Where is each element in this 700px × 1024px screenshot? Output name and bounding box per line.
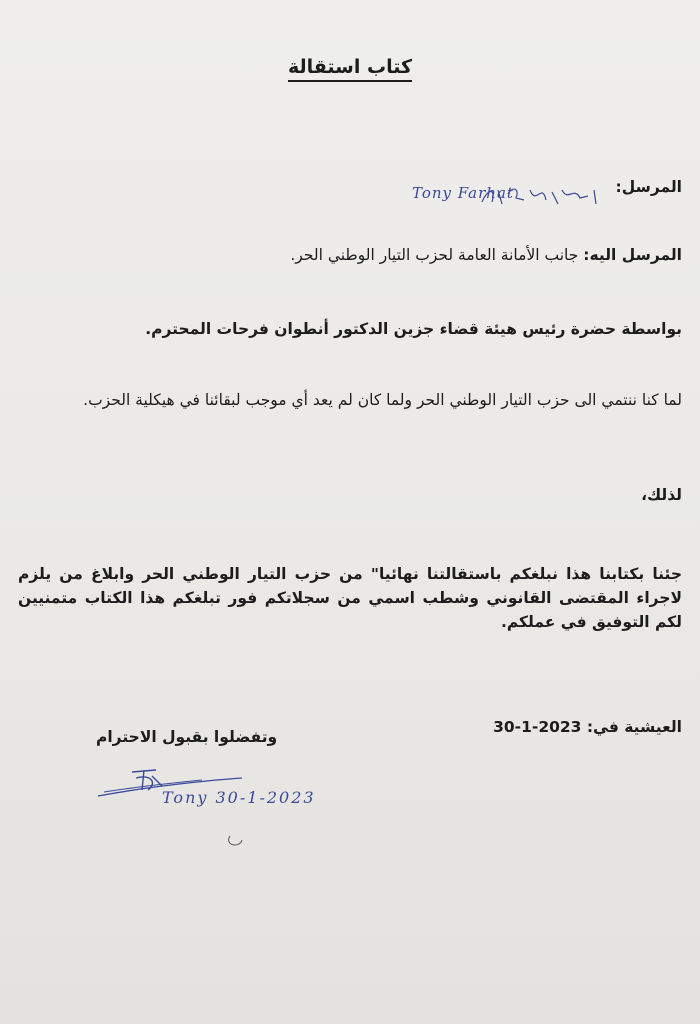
paragraph-membership: لما كنا ننتمي الى حزب التيار الوطني الحر ولما كان لم يعد أي موجب لبقائنا في هيكلية الحزب.	[83, 391, 682, 409]
sender-signature-text: Tony Farhat	[412, 184, 514, 202]
therefore-line: لذلك،	[641, 486, 682, 504]
via-line: بواسطة حضرة رئيس هيئة قضاء جزين الدكتور أنطوان فرحات المحترم.	[145, 320, 682, 338]
place-date-label: العيشية في:	[586, 718, 682, 736]
bottom-signature-strokes	[92, 764, 362, 854]
sender-signature	[412, 184, 600, 214]
bottom-signature	[92, 764, 362, 854]
recipient-label: المرسل اليه:	[583, 246, 682, 264]
sender-label: المرسل:	[615, 178, 682, 196]
bottom-signature-text: Tony 30-1-2023	[162, 788, 316, 807]
place-date	[493, 718, 682, 736]
paragraph-resignation: جئنا بكتابنا هذا نبلغكم باستقالتنا نهائيا" من حزب التيار الوطني الحر وابلاغ من يلزم لاجراء المقتضى القانوني وشطب اسمي من سجلاتكم فور تبلغكم هذا الكتاب متمنيين لكم التوفيق في عملكم.	[18, 565, 682, 631]
sender-line	[616, 178, 682, 196]
letter-title: كتاب استقالة	[0, 56, 700, 78]
closing-phrase: وتفضلوا بقبول الاحترام	[96, 728, 278, 746]
place-date-value: 2023-1-30	[493, 718, 582, 736]
recipient-line	[290, 246, 682, 264]
recipient-value: جانب الأمانة العامة لحزب التيار الوطني الحر.	[290, 246, 579, 264]
